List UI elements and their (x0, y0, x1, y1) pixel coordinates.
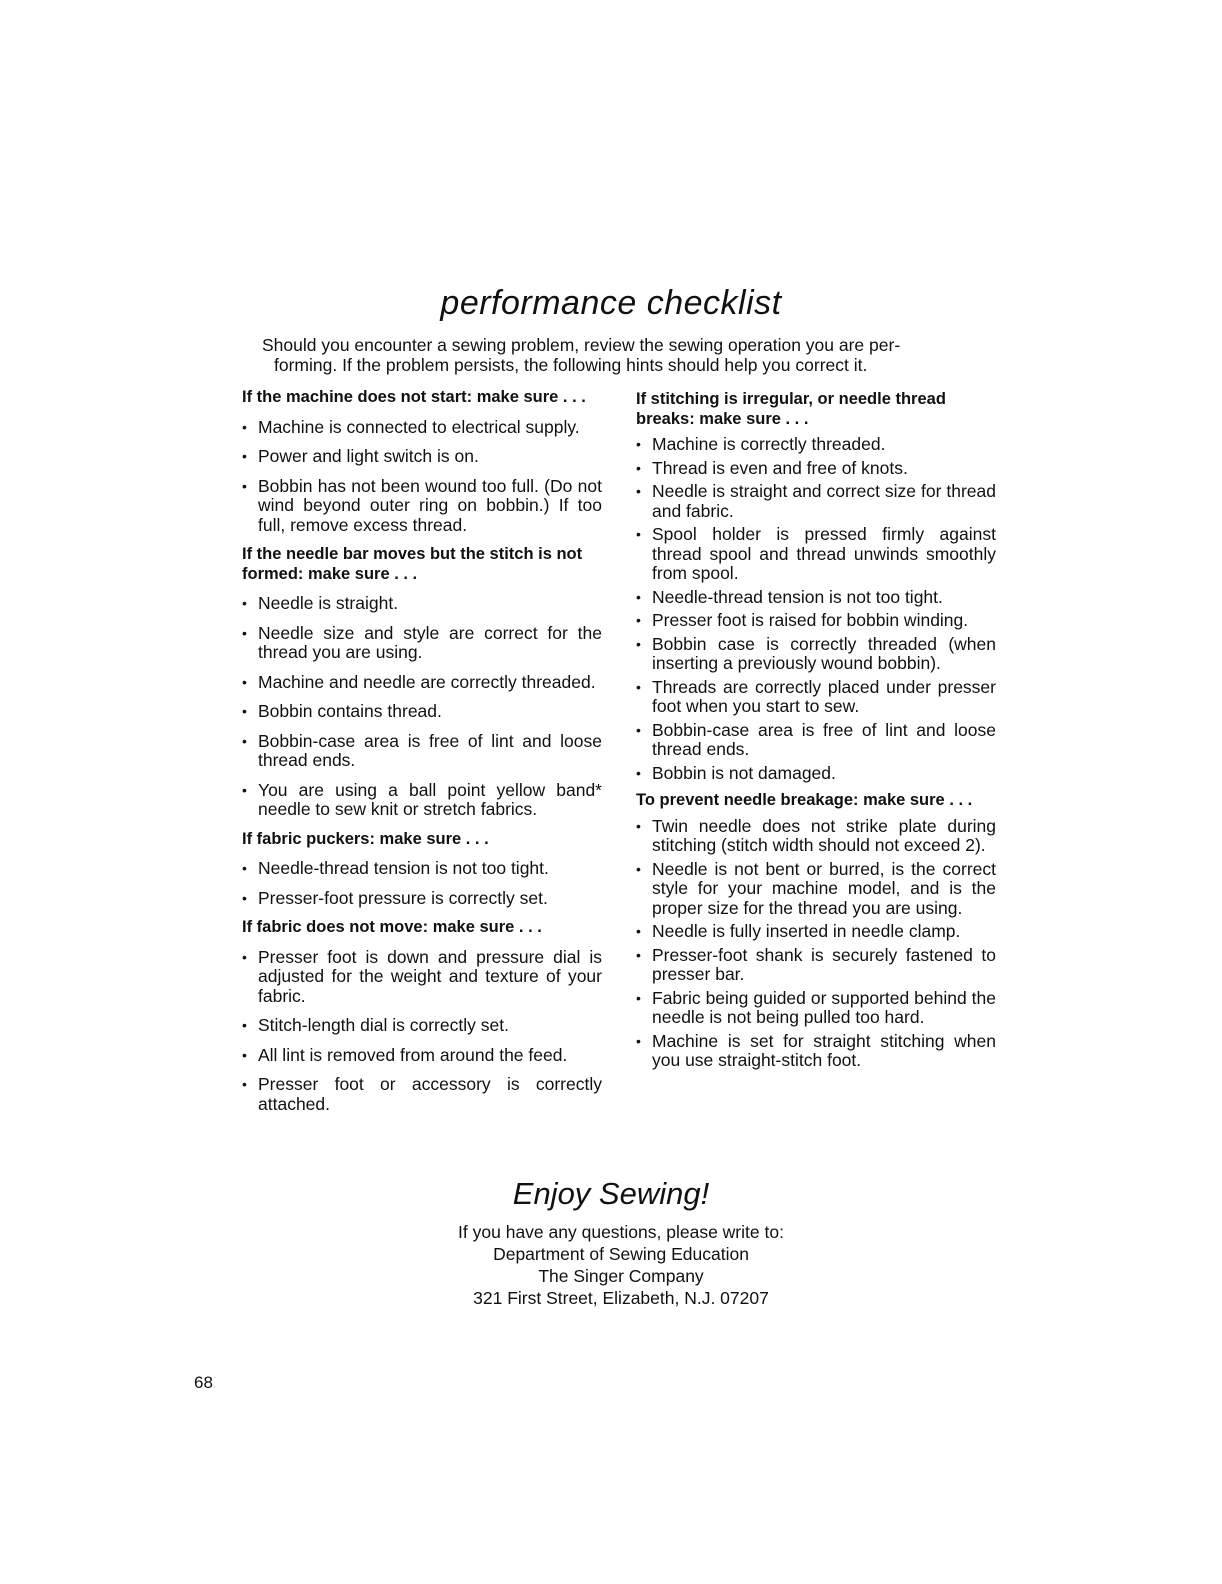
checklist-item: • Presser-foot shank is securely fastened to presser bar. (636, 946, 996, 985)
checklist-item: • Needle is straight. (242, 594, 602, 614)
page-title: performance checklist (440, 284, 782, 322)
checklist-item: • Bobbin-case area is free of lint and loose thread ends. (242, 732, 602, 771)
checklist (636, 817, 996, 1071)
checklist-item: • Bobbin has not been wound too full. (Do not wind beyond outer ring on bobbin.) If too full, remove excess thread. (242, 477, 602, 536)
intro-paragraph (262, 336, 992, 375)
checklist-item: • Power and light switch is on. (242, 447, 602, 467)
checklist-item: • Needle size and style are correct for the thread you are using. (242, 624, 602, 663)
checklist-item: • All lint is removed from around the feed. (242, 1046, 602, 1066)
section-heading: To prevent needle breakage: make sure . . . (636, 791, 973, 809)
checklist-item: • Bobbin case is correctly threaded (when inserting a previously wound bobbin). (636, 635, 996, 674)
section-heading: If stitching is irregular, or needle thread breaks: make sure . . . (636, 390, 946, 428)
checklist-item: • Needle is fully inserted in needle clamp. (636, 922, 996, 942)
checklist-item: • Needle is straight and correct size for thread and fabric. (636, 482, 996, 521)
page-number: 68 (194, 1373, 213, 1392)
contact-line: The Singer Company (538, 1266, 704, 1286)
checklist-item: • Threads are correctly placed under presser foot when you start to sew. (636, 678, 996, 717)
section-heading: If the machine does not start: make sure . . . (242, 388, 586, 406)
left-column (242, 388, 602, 1124)
checklist-item: • Twin needle does not strike plate during stitching (stitch width should not exceed 2). (636, 817, 996, 856)
checklist (242, 948, 602, 1115)
checklist-item: • Spool holder is pressed firmly against thread spool and thread unwinds smoothly from spool. (636, 525, 996, 584)
checklist-item: • You are using a ball point yellow band* needle to sew knit or stretch fabrics. (242, 781, 602, 820)
checklist-item: • Machine is connected to electrical supply. (242, 418, 602, 438)
checklist-item: • Presser foot is raised for bobbin winding. (636, 611, 996, 631)
right-column (636, 390, 996, 1075)
checklist-item: • Fabric being guided or supported behind the needle is not being pulled too hard. (636, 989, 996, 1028)
checklist-item: • Stitch-length dial is correctly set. (242, 1016, 602, 1036)
checklist-item: • Machine is correctly threaded. (636, 435, 996, 455)
intro-line: forming. If the problem persists, the following hints should help you correct it. (274, 354, 868, 375)
checklist-item: • Bobbin contains thread. (242, 702, 602, 722)
section-heading: If fabric puckers: make sure . . . (242, 829, 489, 848)
checklist (242, 594, 602, 820)
checklist-item: • Machine and needle are correctly threaded. (242, 673, 602, 693)
checklist-item: • Presser foot or accessory is correctly attached. (242, 1075, 602, 1114)
section-heading: If the needle bar moves but the stitch is not formed: make sure . . . (242, 545, 583, 583)
checklist-item: • Presser foot is down and pressure dial is adjusted for the weight and texture of your fabric. (242, 948, 602, 1007)
intro-line: Should you encounter a sewing problem, review the sewing operation you are per- (262, 335, 901, 355)
checklist-item: • Bobbin is not damaged. (636, 764, 996, 784)
checklist-item: • Machine is set for straight stitching when you use straight-stitch foot. (636, 1032, 996, 1071)
closing-title: Enjoy Sewing! (512, 1176, 710, 1211)
contact-address (0, 1221, 1222, 1309)
checklist-item: • Presser-foot pressure is correctly set. (242, 889, 602, 909)
section-heading: If fabric does not move: make sure . . . (242, 918, 542, 936)
checklist-item: • Needle-thread tension is not too tight. (242, 859, 602, 879)
contact-line: If you have any questions, please write to: (458, 1222, 784, 1242)
checklist (242, 418, 602, 536)
checklist-item: • Thread is even and free of knots. (636, 459, 996, 479)
checklist-item: • Bobbin-case area is free of lint and loose thread ends. (636, 721, 996, 760)
checklist-item: • Needle is not bent or burred, is the correct style for your machine model, and is the proper size for the thread you are using. (636, 860, 996, 919)
checklist (242, 859, 602, 908)
checklist (636, 435, 996, 783)
contact-line: Department of Sewing Education (493, 1244, 749, 1264)
checklist-item: • Needle-thread tension is not too tight. (636, 588, 996, 608)
contact-line: 321 First Street, Elizabeth, N.J. 07207 (473, 1288, 769, 1308)
